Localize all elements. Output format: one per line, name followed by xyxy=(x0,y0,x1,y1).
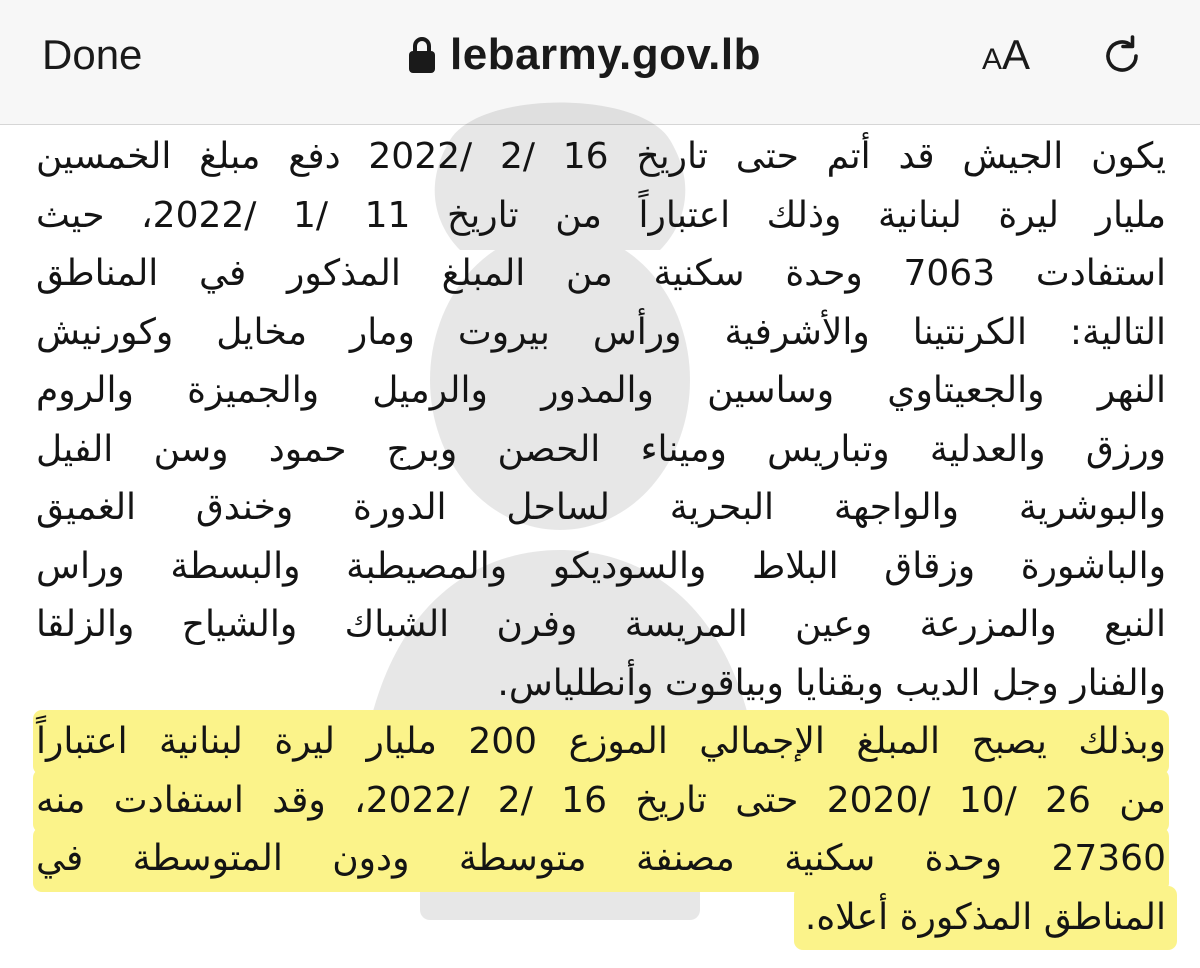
article-line: يكون الجيش قد أتم حتى تاريخ 16 /2 /2022 دفع مبلغ الخمسين xyxy=(36,136,1167,177)
article-line: والبوشرية والواجهة البحرية لساحل الدورة وخندق الغميق xyxy=(36,487,1166,528)
article-line: النهر والجعيتاوي وساسين والمدور والرميل والجميزة والروم xyxy=(36,370,1166,411)
highlighted-line: وبذلك يصبح المبلغ الإجمالي الموزع 200 مليار ليرة لبنانية اعتباراً xyxy=(36,713,1166,772)
article-body xyxy=(36,128,1166,947)
text-size-small-label: A xyxy=(982,43,1003,76)
lock-icon xyxy=(408,35,436,75)
article-line: استفادت 7063 وحدة سكنية من المبلغ المذكور في المناطق xyxy=(36,253,1166,294)
article-line: والباشورة وزقاق البلاط والسوديكو والمصيطبة والبسطة وراس xyxy=(36,545,1166,587)
article-line: مليار ليرة لبنانية وذلك اعتباراً من تاريخ 11 /1 /2022، حيث xyxy=(36,194,1166,236)
highlighted-line: من 26 /10 /2020 حتى تاريخ 16 /2 /2022، وقد استفادت منه xyxy=(36,772,1166,831)
article-line: والفنار وجل الديب وبقنايا وبياقوت وأنطلياس. xyxy=(497,662,1166,704)
highlighted-line: المناطق المذكورة أعلاه. xyxy=(797,889,1174,948)
reload-icon[interactable] xyxy=(1098,32,1146,80)
url-text: lebarmy.gov.lb xyxy=(450,30,762,79)
done-button[interactable]: Done xyxy=(42,31,143,78)
highlighted-line: 27360 وحدة سكنية مصنفة متوسطة ودون المتوسطة في xyxy=(36,830,1166,889)
highlighted-line-wrap xyxy=(36,889,1166,948)
article-line: النبع والمزرعة وعين المريسة وفرن الشباك والشياح والزلقا xyxy=(36,604,1166,645)
article-line: التالية: الكرنتينا والأشرفية ورأس بيروت ومار مخايل وكورنيش xyxy=(36,311,1166,353)
article-line: ورزق والعدلية وتباريس وميناء الحصن وبرج حمود وسن الفيل xyxy=(36,428,1166,470)
address-bar[interactable] xyxy=(408,28,761,82)
browser-toolbar xyxy=(0,0,1200,125)
text-size-button[interactable] xyxy=(982,32,1030,88)
text-size-big-label: A xyxy=(1002,31,1031,78)
